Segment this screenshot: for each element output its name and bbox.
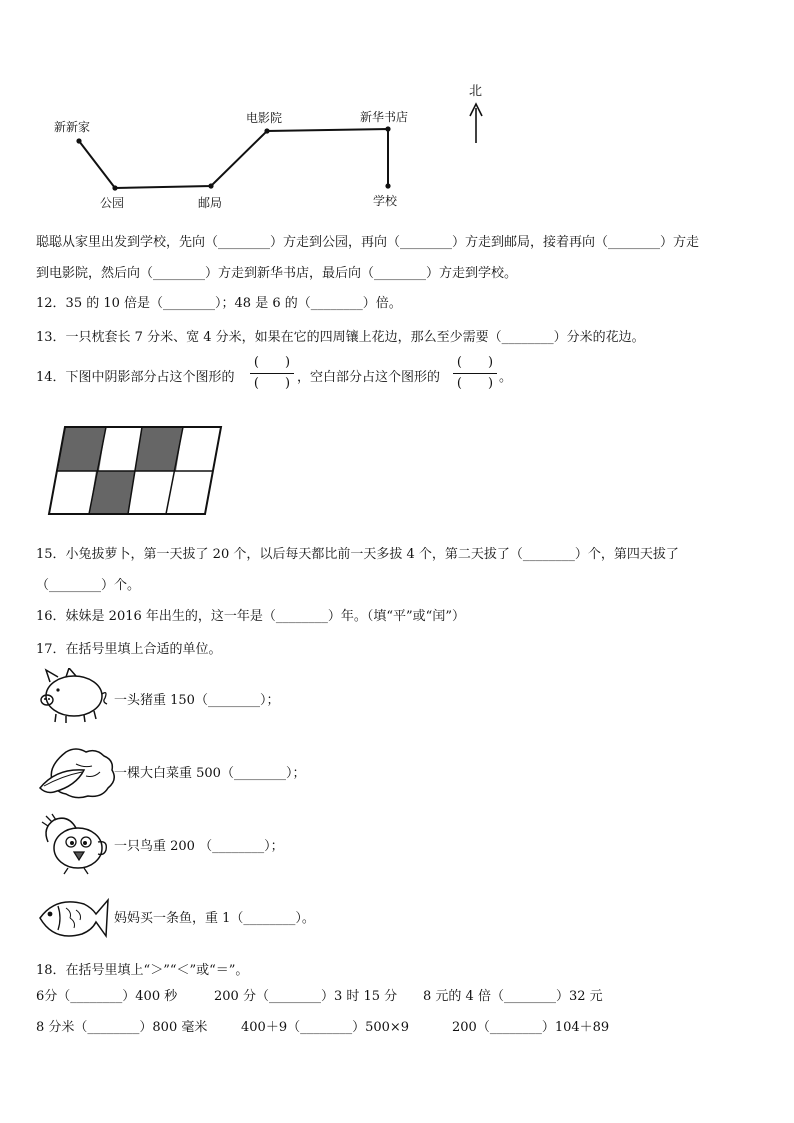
cinema-label: 电影院 xyxy=(246,111,283,125)
q18-row1-item1: 6分（________）400 秒 xyxy=(36,989,178,1004)
q17-item-fish: 妈妈买一条鱼，重 1（________）。 xyxy=(114,911,315,926)
q11-line2: 到电影院，然后向（________）方走到新华书店，最后向（________）方走到学校。 xyxy=(36,266,518,281)
route-line xyxy=(79,129,388,188)
q17-item-cabbage: 一棵大白菜重 500（________）； xyxy=(114,766,306,781)
pig-icon xyxy=(36,668,108,724)
q16: 16．妹妹是 2016 年出生的，这一年是（________）年。（填“平”或“闰”） xyxy=(36,609,465,624)
fraction-denominator-blank: ( ) xyxy=(456,376,494,391)
post-office-label: 邮局 xyxy=(198,196,223,210)
route-map xyxy=(0,0,794,215)
q17-title: 17．在括号里填上合适的单位。 xyxy=(36,642,222,657)
post-office-point xyxy=(208,183,213,188)
q15-line1: 15．小兔拔萝卜，第一天拔了 20 个，以后每天都比前一天多拔 4 个，第二天拔了（________）个，第四天拔了 xyxy=(36,547,679,562)
fish-icon xyxy=(36,894,112,942)
fraction-numerator-blank: ( ) xyxy=(253,355,291,370)
q14-blank-fraction xyxy=(453,356,497,392)
parallelogram-grid xyxy=(0,420,794,520)
q13: 13．一只枕套长 7 分米、宽 4 分米，如果在它的四周镶上花边，那么至少需要（________）分米的花边。 xyxy=(36,330,645,345)
q14-shaded-fraction xyxy=(250,356,294,392)
q12: 12．35 的 10 倍是（________）；48 是 6 的（________）倍。 xyxy=(36,296,402,311)
q18-row1-item3: 8 元的 4 倍（________）32 元 xyxy=(423,989,603,1004)
q18-row2-item1: 8 分米（________）800 毫米 xyxy=(36,1020,208,1035)
fraction-denominator-blank: ( ) xyxy=(253,376,291,391)
q11-line1: 聪聪从家里出发到学校，先向（________）方走到公园，再向（________）方走到邮局，接着再向（________）方走 xyxy=(36,235,700,250)
cabbage-icon xyxy=(36,746,116,802)
q14-middle: ，空白部分占这个图形的 xyxy=(297,370,441,385)
park-point xyxy=(112,185,117,190)
bookstore-point xyxy=(385,126,390,131)
q17-item-bird: 一只鸟重 200 （________）； xyxy=(114,839,284,854)
q14-prefix: 14．下图中阴影部分占这个图形的 xyxy=(36,370,235,385)
q18-row2-item3: 200（________）104＋89 xyxy=(452,1020,610,1035)
home-point xyxy=(76,138,81,143)
bookstore-label: 新华书店 xyxy=(360,110,409,124)
north-arrow-icon xyxy=(470,104,482,143)
school-label: 学校 xyxy=(373,194,398,208)
q18-title: 18．在括号里填上“＞”“＜”或“＝”。 xyxy=(36,963,249,978)
q18-row1-item2: 200 分（________）3 时 15 分 xyxy=(214,989,398,1004)
cinema-point xyxy=(264,128,269,133)
q15-line2: （________）个。 xyxy=(36,578,141,593)
fraction-numerator-blank: ( ) xyxy=(456,355,494,370)
park-label: 公园 xyxy=(100,196,125,210)
fraction-bar xyxy=(250,373,294,374)
school-point xyxy=(385,183,390,188)
q14-suffix: 。 xyxy=(499,370,513,385)
fraction-bar xyxy=(453,373,497,374)
q17-item-pig: 一头猪重 150（________）； xyxy=(114,693,280,708)
bird-icon xyxy=(38,812,110,876)
home-label: 新新家 xyxy=(54,120,91,134)
north-label: 北 xyxy=(469,84,483,99)
q18-row2-item2: 400＋9（________）500×9 xyxy=(241,1020,410,1035)
